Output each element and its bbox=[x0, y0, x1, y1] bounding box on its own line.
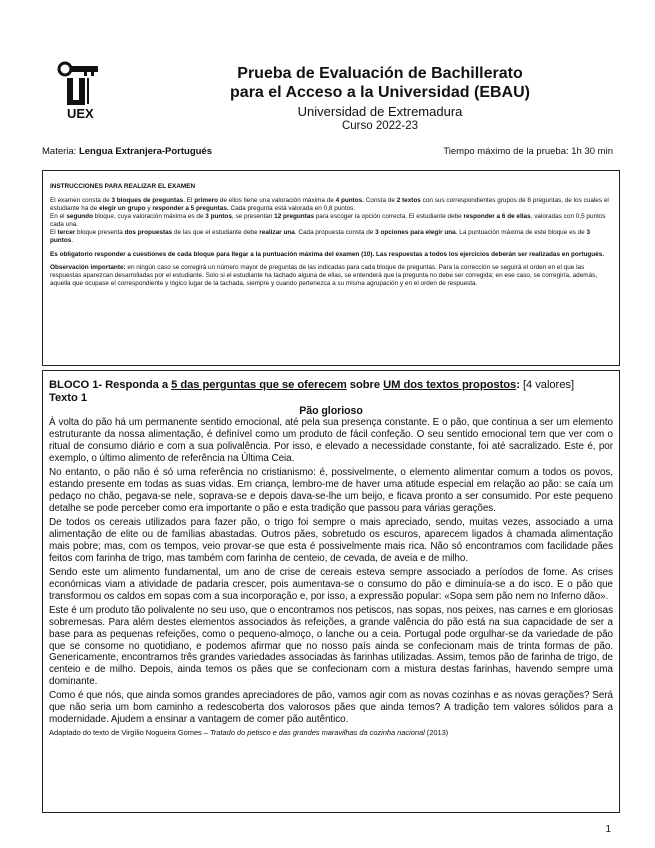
text-paragraph: De todos os cereais utilizados para fazer pão, o trigo foi sempre o mais apreciado, sendo, muitas vezes, associado a uma alimentação de elite ou de famílias abastadas. Outros pães, sobretudo os escuros, aparecem ligados à chamada alimentação mais pobre; mas, com os tempos, veio provar-se que esta é possivelmente mais rica. Não só encontramos com facilidade pães feitos com farinha de trigo, mas também com farinha de centeio, de cevada, de aveia e de milho. bbox=[49, 516, 613, 564]
instructions-box bbox=[42, 170, 620, 366]
subject-name: Lengua Extranjera-Portugués bbox=[78, 146, 212, 157]
text-paragraph: No entanto, o pão não é só uma referência no cristianismo: é, possivelmente, o elemento alimentar comum a todos os povos, estando presente em todas as suas vidas. Em criança, lembro-me de haver uma atitude especial em relação ao pão: se caía um pedaço no chão, pegava-se nele, soprava-se e depois dava-se-lhe um beijo, e ficava pronto a ser consumido. Por este pequeno detalhe se pode perceber como era importante o pão e esta tradição que passou para várias gerações. bbox=[49, 466, 613, 514]
text-paragraph: Este é um produto tão polivalente no seu uso, que o encontramos nos petiscos, nas sopas, nos peixes, nas carnes e em gloriosas sobremesas. Para além destes elementos associados às refeições, a grande valência do pão está na sua capacidade de ser a base para as pequenas refeições, como o pequeno-almoço, o lanche ou a ceia. Portugal pode orgulhar-se da variedade de pão que se consome no quotidiano, e podemos afirmar que no nosso país ainda se confecionam mais de trinta formas de pão. Genericamente, encontramos três grandes variedades associadas às farinhas utilizadas. Assim, temos pão de farinha de trigo, de centeio e de milho. Depois, ainda temos os pães que se confecionam com a mistura destas farinhas, havendo sempre uma dominante. bbox=[49, 604, 613, 688]
instructions-obligatory: Es obligatorio responder a cuestiones de cada bloque para llegar a la puntuación máxima del examen (10). Las respuestas a todos los ejercicios deberán ser realizadas en portugués. bbox=[50, 250, 605, 258]
text-paragraph: Sendo este um alimento fundamental, um ano de crise de cereais esteva sempre associado a períodos de fome. As crises económicas viam a atividade de padaria crescer, pois aumentava-se o consumo do pão e diminuía-se a do isco. E o pão que transformou os caldos em sopas com a sua incorporação e, por isso, a expressão popular: «Sopa sem pão nem no Inferno dão». bbox=[49, 566, 613, 602]
instructions-paragraph-1: El examen consta de 3 bloques de preguntas. El primero de ellos tiene una valoración máxima de 4 puntos. Consta de 2 textos con sus correspondientes grupos de 8 preguntas, de los cuales el estudiante ha de elegir un grupo y responder a 5 preguntas. Cada pregunta está valorada en 0,8 puntos. En el segundo bloque, cuya valoración máxima es de 3 puntos, se presentan 12 preguntas para escoger la opción correcta. El estudiante debe responder a 6 de ellas, valoradas con 0,5 puntos cada una. El tercer bloque presenta dos propuestas de las que el estudiante debe realizar una. Cada propuesta consta de 3 opciones para elegir una. La puntuación máxima de este bloque es de 3 puntos. bbox=[50, 196, 609, 245]
subject-line: Materia: Lengua Extranjera-Portugués bbox=[42, 146, 212, 157]
exam-header bbox=[180, 64, 580, 133]
logo-lettering: UEX bbox=[67, 106, 94, 121]
university-name: Universidad de Extremadura bbox=[297, 104, 463, 119]
text-paragraph: À volta do pão há um permanente sentido emocional, até pela sua presença constante. E o pão, que continua a ser um elemento estruturante da nossa alimentação, é definível como um produto de fácil confeção. O seu sentido emocional tem que ver com o ritual de consumo diário e com a sua polivalência. Por isso, e elevado a necessidade constante, foi até sacralizado. Este é, por exemplo, o último alimento de referência na Última Ceia. bbox=[49, 417, 613, 464]
instructions-observation: Observación importante: en ningún caso se corregirá un número mayor de preguntas de las indicadas para cada bloque de preguntas. Para la corrección se seguirá el orden en el que las respuestas aparezcan desarrolladas por el estudiante. Solo si el estudiante ha tachado alguna de ellas, se entenderá que la pregunta no debe ser corregida; en ese caso, se corregiría, además, aquella que ocupase el correspondiente y lógico lugar de la tachada, siempre y cuando pertenezca a su misma agrupación y en el orden de respuesta. bbox=[50, 264, 598, 288]
time-limit: Tiempo máximo de la prueba: 1h 30 min bbox=[443, 146, 613, 157]
text-paragraph: Como é que nós, que ainda somos grandes apreciadores de pão, vamos agir com as novas cozinhas e as novas gerações? Será que não seria um bom caminho a redescoberta dos valorosos pães que ainda temos? A tradição tem valores sólidos para a modernidade. Ajudem a ensinar a vantagem de comer pão autêntico. bbox=[49, 690, 613, 726]
course-year: Curso 2022-23 bbox=[341, 120, 419, 132]
exam-title-line2: para el Acceso a la Universidad (EBAU) bbox=[230, 84, 530, 101]
text-title: Pão glorioso bbox=[299, 405, 363, 417]
instructions-title: INSTRUCCIONES PARA REALIZAR EL EXAMEN bbox=[50, 183, 196, 190]
text-source: Adaptado do texto de Virgílio Nogueira Gomes – Tratado do petisco e das grandes maravilhas da cozinha nacional (2013) bbox=[49, 728, 449, 738]
exam-title-line1: Prueba de Evaluación de Bachillerato bbox=[237, 65, 523, 82]
university-logo bbox=[56, 60, 100, 122]
text-number: Texto 1 bbox=[49, 392, 87, 404]
bloco-heading: BLOCO 1- Responda a 5 das perguntas que se oferecem sobre UM dos textos propostos: [4 valores] bbox=[49, 379, 574, 391]
page-number: 1 bbox=[605, 824, 611, 835]
bloco-1-box bbox=[42, 370, 620, 813]
